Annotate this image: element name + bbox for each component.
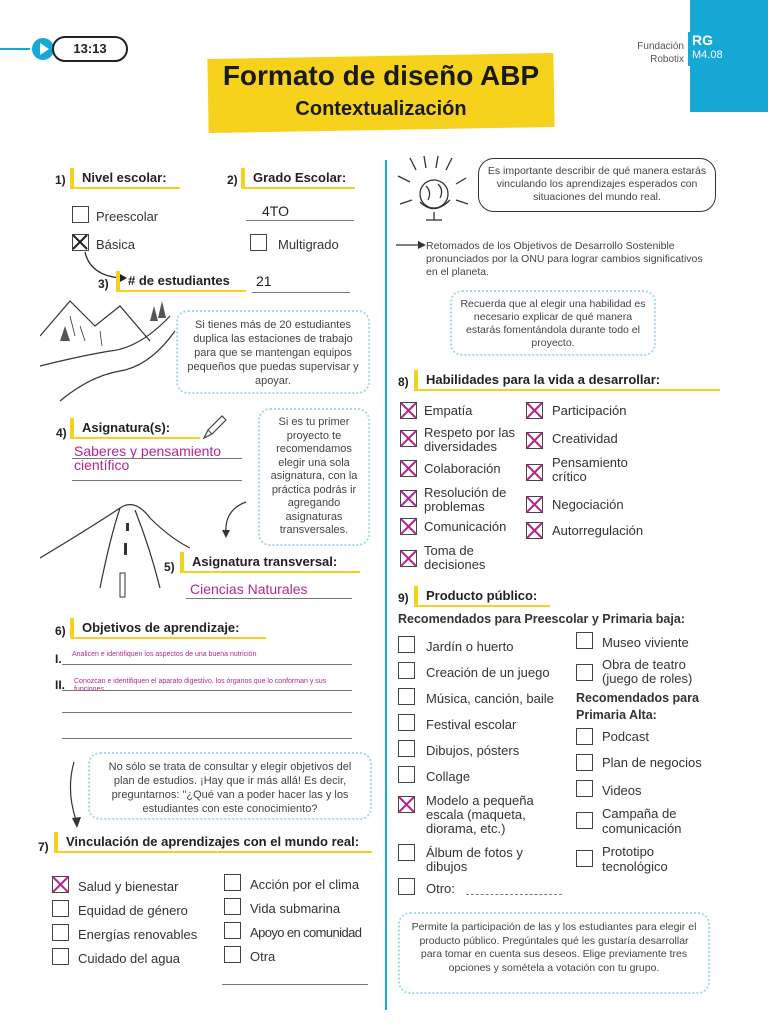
product-checkbox[interactable]: [576, 632, 593, 649]
skill-note: [450, 290, 656, 356]
skill-checkbox[interactable]: [400, 490, 417, 507]
basica-label: Básica: [96, 237, 136, 252]
code-top: RG: [692, 32, 713, 48]
code-bottom: M4.08: [692, 49, 723, 61]
ods-text: Retomados de los Objetivos de Desarrollo Sostenible pronunciados por la ONU para lograr cambios significativos en el planeta.: [426, 240, 703, 278]
product-checkbox[interactable]: [398, 844, 415, 861]
skill-checkbox[interactable]: [526, 432, 543, 449]
sdg-label: Salud y bienestar: [78, 879, 179, 894]
skill-label: Pensamiento crítico: [552, 455, 628, 484]
skill-checkbox[interactable]: [526, 402, 543, 419]
product-note: [398, 912, 710, 994]
product-checkbox[interactable]: [576, 664, 593, 681]
skill-label: Negociación: [552, 497, 624, 512]
section9-number: 9): [398, 591, 409, 605]
section5-label: Asignatura transversal:: [180, 552, 360, 573]
time-badge: [52, 36, 128, 62]
skill-checkbox[interactable]: [526, 522, 543, 539]
skill-label: Respeto por las diversidades: [424, 425, 516, 454]
sdg-label: Acción por el clima: [250, 877, 360, 892]
org-line2: Robotix: [650, 54, 684, 65]
students-line: [252, 292, 350, 293]
product-label: Videos: [602, 783, 642, 798]
product-label: Otro:: [426, 881, 455, 896]
skill-note-text: Recuerda que al elegir una habilidad es necesario explicar de qué manera estarás fomentándola durante todo el proyecto.: [460, 298, 646, 349]
sdg-label: Otra: [250, 949, 276, 964]
section9-label: Producto público:: [414, 586, 550, 607]
transversal-value[interactable]: Ciencias Naturales: [190, 581, 308, 597]
product-label: Dibujos, pósters: [426, 743, 520, 758]
section5-number: 5): [164, 560, 175, 574]
objectives-note: [88, 752, 372, 820]
product-label: Collage: [426, 769, 471, 784]
skill-checkbox[interactable]: [400, 518, 417, 535]
students-note: [176, 310, 370, 394]
product-checkbox[interactable]: [398, 714, 415, 731]
globe-icon: [396, 156, 476, 226]
product-label: Creación de un juego: [426, 665, 550, 680]
product-label: Obra de teatro (juego de roles): [602, 657, 693, 686]
product-label: Jardín o huerto: [426, 639, 514, 654]
product-checkbox[interactable]: [398, 878, 415, 895]
product-note-text: Permite la participación de las y los estudiantes para elegir el producto público. Pregúntales qué les gustaría desarrollar para tomar en cuenta sus deseos. Elige previamente tres opciones y sométela a votación con tu grupo.: [411, 921, 697, 974]
grado-line: [246, 220, 354, 221]
sdg-checkbox[interactable]: [224, 874, 241, 891]
product-label: Modelo a pequeña escala (maqueta, diorama, etc.): [426, 793, 534, 836]
section8-number: 8): [398, 375, 409, 389]
product-label: Museo viviente: [602, 635, 689, 650]
product-checkbox[interactable]: [576, 754, 593, 771]
product-label: Plan de negocios: [602, 755, 702, 770]
rec-preescolar-heading: Recomendados para Preescolar y Primaria baja:: [398, 612, 685, 626]
section4-number: 4): [56, 426, 67, 440]
subject-note: [258, 408, 370, 546]
section2-number: 2): [227, 173, 238, 187]
skill-checkbox[interactable]: [526, 496, 543, 513]
objective2-line: [62, 690, 352, 691]
sdg-label: Cuidado del agua: [78, 951, 180, 966]
basica-checkbox[interactable]: [72, 234, 89, 251]
multigrado-label: Multigrado: [278, 237, 339, 252]
product-checkbox[interactable]: [576, 780, 593, 797]
sdg-checkbox[interactable]: [52, 900, 69, 917]
other-product-line: [466, 894, 562, 895]
curved-arrow: [216, 500, 256, 540]
sdg-checkbox[interactable]: [224, 946, 241, 963]
pencil-icon: [200, 412, 230, 442]
org-line1: Fundación: [637, 41, 684, 52]
sdg-label: Apoyo en comunidad: [250, 925, 362, 940]
product-checkbox[interactable]: [576, 728, 593, 745]
objective-line3: [62, 712, 352, 713]
subject-line1: [72, 458, 242, 459]
sdg-checkbox[interactable]: [224, 898, 241, 915]
subject-value[interactable]: Saberes y pensamiento científico: [74, 443, 222, 473]
skill-checkbox[interactable]: [526, 464, 543, 481]
sdg-checkbox[interactable]: [224, 922, 241, 939]
product-label: Música, canción, baile: [426, 691, 554, 706]
product-checkbox[interactable]: [398, 766, 415, 783]
multigrado-checkbox[interactable]: [250, 234, 267, 251]
product-checkbox[interactable]: [398, 636, 415, 653]
section3-label: # de estudiantes: [116, 271, 246, 292]
skill-label: Participación: [552, 403, 627, 418]
preescolar-checkbox[interactable]: [72, 206, 89, 223]
product-label: Campaña de comunicación: [602, 806, 682, 836]
page-subtitle: Contextualización: [295, 98, 467, 120]
product-checkbox[interactable]: [398, 796, 415, 813]
transversal-line: [186, 598, 352, 599]
skill-checkbox[interactable]: [400, 550, 417, 567]
sdg-checkbox[interactable]: [52, 948, 69, 965]
section1-label: Nivel escolar:: [70, 168, 180, 189]
objective1-line: [62, 664, 352, 665]
section7-number: 7): [38, 840, 49, 854]
preescolar-label: Preescolar: [96, 209, 159, 224]
real-world-note-text: Es importante describir de qué manera estarás vinculando los aprendizajes esperados con situaciones del mundo real.: [487, 165, 707, 203]
subject-note-text: Si es tu primer proyecto te recomendamos elegir una sola asignatura, con la práctica podrás ir agregando asignaturas transversales.: [270, 416, 358, 536]
section6-number: 6): [55, 624, 66, 638]
product-label: Podcast: [602, 729, 649, 744]
real-world-note: [478, 158, 716, 212]
org-name: [612, 40, 684, 66]
rec-primaria-alta-heading: Recomendados para Primaria Alta:: [576, 691, 699, 722]
road-illustration: [40, 488, 190, 598]
objective1-text[interactable]: Analicen e identifiquen los aspectos de una buena nutrición: [72, 651, 257, 658]
skill-checkbox[interactable]: [400, 402, 417, 419]
section1-number: 1): [55, 173, 66, 187]
section2-label: Grado Escolar:: [241, 168, 355, 189]
sdg-checkbox[interactable]: [52, 876, 69, 893]
section3-number: 3): [98, 277, 109, 291]
product-label: Álbum de fotos y dibujos: [426, 845, 523, 874]
other-sdg-line: [222, 984, 368, 985]
section6-label: Objetivos de aprendizaje:: [70, 618, 266, 639]
skill-label: Colaboración: [424, 461, 501, 476]
students-value[interactable]: 21: [256, 273, 272, 289]
product-checkbox[interactable]: [576, 850, 593, 867]
column-divider: [385, 160, 387, 1010]
skill-label: Resolución de problemas: [424, 485, 507, 514]
subject-line2: [72, 480, 242, 481]
page-title: Formato de diseño ABP: [222, 60, 540, 91]
product-checkbox[interactable]: [576, 812, 593, 829]
section8-label: Habilidades para la vida a desarrollar:: [414, 370, 720, 391]
arrow-right-icon: [396, 240, 426, 250]
product-label: Prototipo tecnológico: [602, 844, 668, 874]
skill-label: Autorregulación: [552, 523, 644, 538]
product-checkbox[interactable]: [398, 740, 415, 757]
code-badge: [688, 32, 734, 66]
mountain-road-illustration: [40, 296, 180, 406]
objective1-mark: I.: [55, 652, 62, 666]
objective-line4: [62, 738, 352, 739]
grado-value[interactable]: 4TO: [262, 203, 289, 219]
skill-checkbox[interactable]: [400, 430, 417, 447]
skill-label: Toma de decisiones: [424, 543, 486, 572]
time-text: 13:13: [73, 41, 107, 56]
skill-label: Creatividad: [552, 431, 618, 446]
objectives-note-text: No sólo se trata de consultar y elegir objetivos del plan de estudios. ¡Hay que ir más allá! Es decir, preguntarnos: "¿Qué van a poder hacer las y los estudiantes con este conocimiento?: [108, 761, 352, 815]
sdg-label: Energías renovables: [78, 927, 198, 942]
objective2-mark: II.: [55, 678, 66, 692]
skill-checkbox[interactable]: [400, 460, 417, 477]
students-note-text: Si tienes más de 20 estudiantes duplica las estaciones de trabajo para que se mantengan equipos pequeños que puedas supervisar y apoyar.: [187, 319, 359, 387]
sdg-label: Equidad de género: [78, 903, 188, 918]
product-checkbox[interactable]: [398, 662, 415, 679]
section7-label: Vinculación de aprendizajes con el mundo real:: [54, 832, 372, 853]
product-label: Festival escolar: [426, 717, 517, 732]
product-checkbox[interactable]: [398, 688, 415, 705]
skill-label: Empatía: [424, 403, 473, 418]
section4-label: Asignatura(s):: [70, 418, 200, 439]
skill-label: Comunicación: [424, 519, 507, 534]
sdg-label: Vida submarina: [250, 901, 341, 916]
sdg-checkbox[interactable]: [52, 924, 69, 941]
objective2-text[interactable]: Conozcan e identifiquen el aparato digestivo, los órganos que lo conforman y sus funciones: [74, 678, 327, 693]
